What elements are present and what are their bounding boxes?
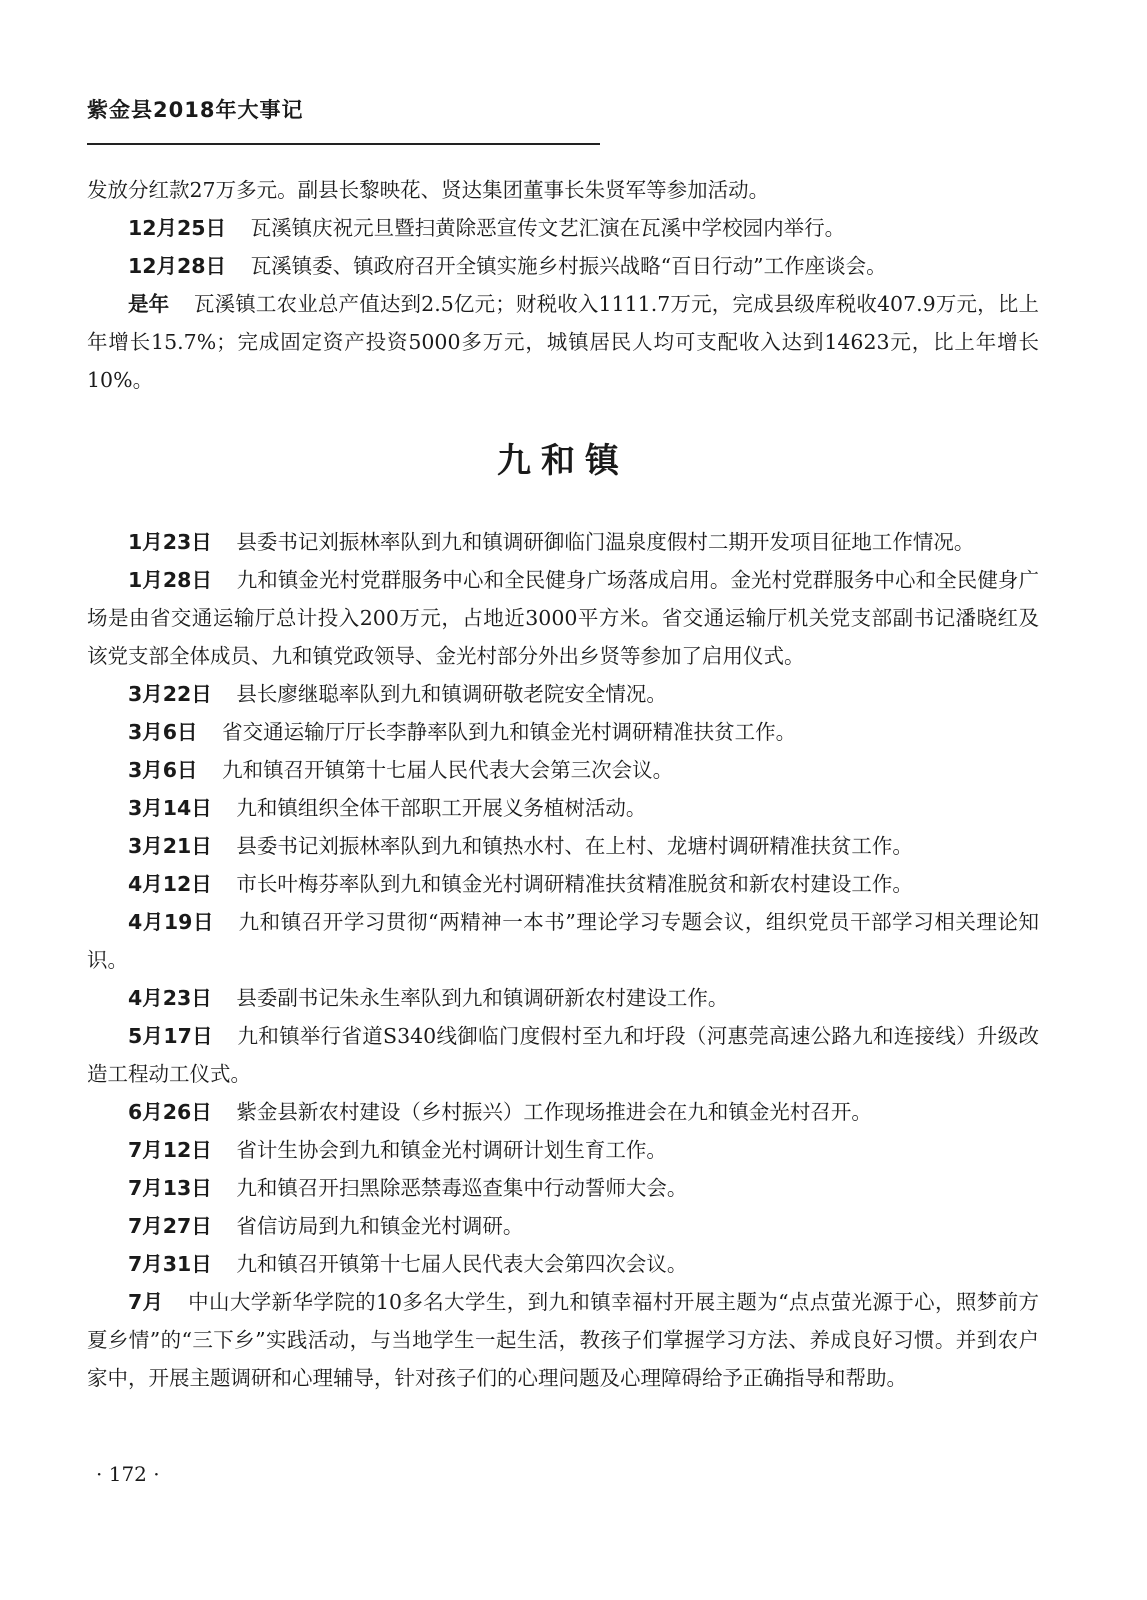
entry	[87, 979, 1039, 1017]
entry-text: 九和镇组织全体干部职工开展义务植树活动。	[236, 796, 647, 820]
entry-text: 省交通运输厅厅长李静率队到九和镇金光村调研精准扶贫工作。	[222, 720, 797, 744]
entry-date: 6月26日	[128, 1100, 212, 1124]
entry	[87, 1245, 1039, 1283]
entry-text: 九和镇召开镇第十七届人民代表大会第四次会议。	[236, 1252, 688, 1276]
entry	[87, 865, 1039, 903]
entry-text: 九和镇召开扫黑除恶禁毒巡查集中行动誓师大会。	[236, 1176, 688, 1200]
entry	[87, 675, 1039, 713]
entry-text: 县委副书记朱永生率队到九和镇调研新农村建设工作。	[236, 986, 729, 1010]
entry-text: 县委书记刘振林率队到九和镇调研御临门温泉度假村二期开发项目征地工作情况。	[236, 530, 975, 554]
entry-date: 4月23日	[128, 986, 212, 1010]
entry	[87, 1169, 1039, 1207]
entry	[87, 285, 1039, 399]
entry	[87, 561, 1039, 675]
entry-date: 7月12日	[128, 1138, 212, 1162]
section-title: 九和镇	[497, 441, 629, 481]
entry-date: 1月28日	[128, 568, 213, 592]
entry-text: 县长廖继聪率队到九和镇调研敬老院安全情况。	[236, 682, 667, 706]
running-header: 紫金县2018年大事记	[87, 98, 304, 122]
entry-continuation	[87, 171, 1039, 209]
entry-date: 3月6日	[128, 720, 198, 744]
page-number: · 172 ·	[96, 1462, 160, 1486]
page-body	[87, 171, 1039, 1397]
entry-text: 县委书记刘振林率队到九和镇热水村、在上村、龙塘村调研精准扶贫工作。	[236, 834, 913, 858]
entry-text: 瓦溪镇工农业总产值达到2.5亿元；财税收入1111.7万元，完成县级库税收407.9万元，比上年增长15.7%；完成固定资产投资5000多万元，城镇居民人均可支配收入达到14623元，比上年增长10%。	[87, 292, 1039, 392]
entry	[87, 789, 1039, 827]
entry-text: 发放分红款27万多元。副县长黎映花、贤达集团董事长朱贤军等参加活动。	[87, 178, 770, 202]
entry-date: 12月28日	[128, 254, 227, 278]
entry	[87, 903, 1039, 979]
header-rule	[87, 143, 600, 145]
entry	[87, 1283, 1039, 1397]
entry	[87, 209, 1039, 247]
entry	[87, 751, 1039, 789]
entry-text: 瓦溪镇庆祝元旦暨扫黄除恶宣传文艺汇演在瓦溪中学校园内举行。	[250, 216, 846, 240]
entry-text: 瓦溪镇委、镇政府召开全镇实施乡村振兴战略“百日行动”工作座谈会。	[250, 254, 887, 278]
entry	[87, 1093, 1039, 1131]
entry	[87, 523, 1039, 561]
entry-date: 3月21日	[128, 834, 212, 858]
entry-date: 12月25日	[128, 216, 227, 240]
entry	[87, 1131, 1039, 1169]
entry-text: 省信访局到九和镇金光村调研。	[236, 1214, 524, 1238]
entry-date: 7月13日	[128, 1176, 212, 1200]
entry-date: 3月22日	[128, 682, 212, 706]
entry-date: 7月27日	[128, 1214, 212, 1238]
entry-text: 中山大学新华学院的10多名大学生，到九和镇幸福村开展主题为“点点萤光源于心，照梦前方夏乡情”的“三下乡”实践活动，与当地学生一起生活，教孩子们掌握学习方法、养成良好习惯。并到农户家中，开展主题调研和心理辅导，针对孩子们的心理问题及心理障碍给予正确指导和帮助。	[87, 1290, 1039, 1390]
entry-text: 九和镇召开学习贯彻“两精神一本书”理论学习专题会议，组织党员干部学习相关理论知识。	[87, 910, 1039, 972]
entry-text: 九和镇举行省道S340线御临门度假村至九和圩段（河惠莞高速公路九和连接线）升级改造工程动工仪式。	[87, 1024, 1039, 1086]
entry	[87, 1017, 1039, 1093]
entry-date: 1月23日	[128, 530, 212, 554]
entry-text: 市长叶梅芬率队到九和镇金光村调研精准扶贫精准脱贫和新农村建设工作。	[236, 872, 913, 896]
entry	[87, 1207, 1039, 1245]
entry-date: 3月6日	[128, 758, 198, 782]
entry-text: 省计生协会到九和镇金光村调研计划生育工作。	[236, 1138, 667, 1162]
entry-text: 紫金县新农村建设（乡村振兴）工作现场推进会在九和镇金光村召开。	[236, 1100, 872, 1124]
entry	[87, 247, 1039, 285]
entry-date: 5月17日	[128, 1024, 213, 1048]
entry-date: 3月14日	[128, 796, 212, 820]
entry-date: 7月31日	[128, 1252, 212, 1276]
entry	[87, 713, 1039, 751]
entry-text: 九和镇召开镇第十七届人民代表大会第三次会议。	[222, 758, 674, 782]
entry-text: 九和镇金光村党群服务中心和全民健身广场落成启用。金光村党群服务中心和全民健身广场是由省交通运输厅总计投入200万元，占地近3000平方米。省交通运输厅机关党支部副书记潘晓红及该党支部全体成员、九和镇党政领导、金光村部分外出乡贤等参加了启用仪式。	[87, 568, 1039, 668]
entry	[87, 827, 1039, 865]
entry-date: 4月19日	[128, 910, 214, 934]
entry-date: 4月12日	[128, 872, 212, 896]
entry-date: 是年	[128, 292, 170, 316]
entry-date: 7月	[128, 1290, 164, 1314]
